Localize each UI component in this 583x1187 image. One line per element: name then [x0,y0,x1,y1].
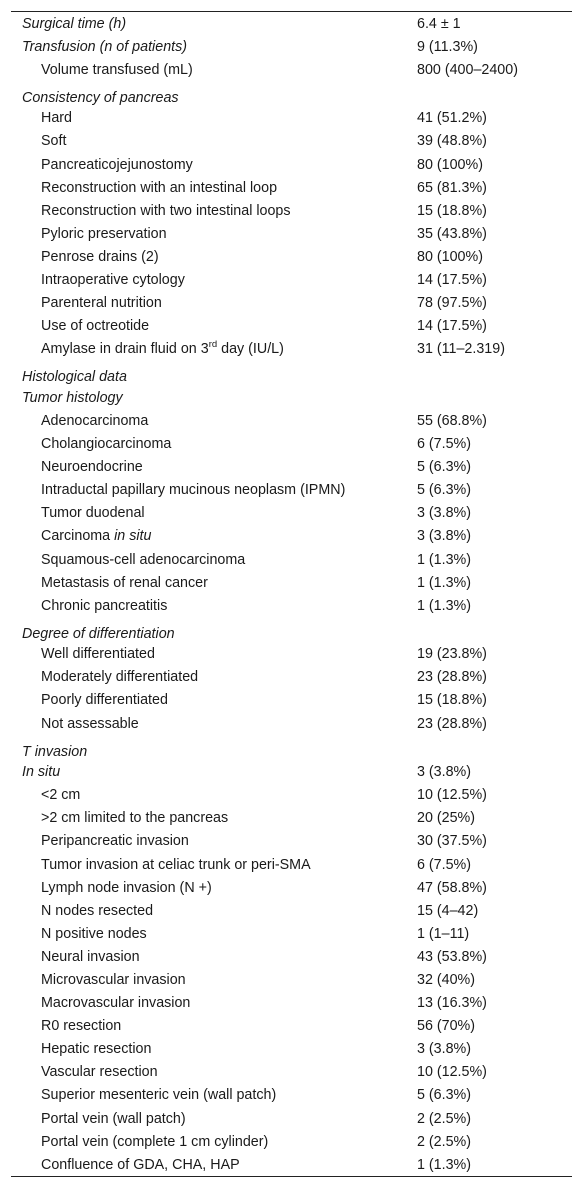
row-value: 2 (2.5%) [417,1110,472,1127]
data-table [11,11,572,1177]
row-value: 3 (3.8%) [417,764,472,781]
table-row [11,922,572,945]
row-label: Volume transfused (mL) [41,61,193,78]
table-row [11,853,572,876]
row-value: 3 (3.8%) [417,1041,472,1058]
row-label: >2 cm limited to the pancreas [41,810,229,827]
table-row [11,338,572,361]
table-row [11,968,572,991]
row-label: Tumor duodenal [41,505,145,522]
table-row [11,199,572,222]
row-label: Hard [41,110,72,127]
row-value: 3 (3.8%) [417,505,472,522]
row-label: Neural invasion [41,948,140,965]
table-row [11,876,572,899]
table-row [11,1084,572,1107]
row-value: 65 (81.3%) [417,179,487,196]
row-value: 80 (100%) [417,248,483,265]
table-row [11,245,572,268]
row-label: Reconstruction with two intestinal loops [41,202,291,219]
row-label: Moderately differentiated [41,669,199,686]
row-value: 41 (51.2%) [417,110,487,127]
row-value: 15 (18.8%) [417,692,487,709]
table-row [11,666,572,689]
row-value: 15 (18.8%) [417,202,487,219]
row-value: 47 (58.8%) [417,879,487,896]
row-label: T invasion [22,743,88,760]
row-label: Tumor invasion at celiac trunk or peri-SMA [41,856,311,873]
table-row [11,479,572,502]
row-label: Soft [41,133,67,150]
row-label: Vascular resection [41,1064,158,1081]
row-label: Lymph node invasion (N +) [41,879,212,896]
row-label: Use of octreotide [41,318,150,335]
table-row [11,130,572,153]
table-row [11,1107,572,1130]
row-value: 78 (97.5%) [417,295,487,312]
row-value: 1 (1–11) [417,925,470,942]
row-value: 5 (6.3%) [417,1087,472,1104]
table-row [11,571,572,594]
table-row [11,830,572,853]
row-label: Superior mesenteric vein (wall patch) [41,1087,277,1104]
table-row [11,222,572,245]
row-label: <2 cm [41,787,81,804]
table-row [11,153,572,176]
row-label: Pancreaticojejunostomy [41,156,193,173]
table-row [11,456,572,479]
row-value: 1 (1.3%) [417,1156,472,1173]
table-row [11,735,572,761]
row-value: 80 (100%) [417,156,483,173]
table-row [11,292,572,315]
row-label: Intraductal papillary mucinous neoplasm (IPMN) [41,482,346,499]
row-label: Surgical time (h) [22,15,127,32]
table-row [11,361,572,387]
row-value: 2 (2.5%) [417,1133,472,1150]
row-value: 6.4 ± 1 [417,15,461,32]
row-value: 13 (16.3%) [417,995,487,1012]
table-row [11,761,572,784]
table-row [11,1061,572,1084]
table-row [11,712,572,735]
row-label: Not assessable [41,715,139,732]
row-value: 1 (1.3%) [417,551,472,568]
row-value: 56 (70%) [417,1018,476,1035]
row-value: 20 (25%) [417,810,476,827]
row-label: Parenteral nutrition [41,295,162,312]
table-row [11,1130,572,1153]
table-row [11,689,572,712]
row-label: Neuroendocrine [41,459,143,476]
row-label: In situ [22,764,61,781]
row-label: Hepatic resection [41,1041,152,1058]
row-value: 32 (40%) [417,972,476,989]
table-row [11,176,572,199]
row-value: 6 (7.5%) [417,436,472,453]
row-value: 19 (23.8%) [417,646,487,663]
row-label: N nodes resected [41,902,154,919]
row-label: Squamous-cell adenocarcinoma [41,551,246,568]
table-row [11,502,572,525]
row-label: Degree of differentiation [22,625,175,642]
row-label: Well differentiated [41,646,155,663]
table-row [11,899,572,922]
row-label: Adenocarcinoma [41,412,149,429]
row-value: 55 (68.8%) [417,412,487,429]
table-row [11,315,572,338]
row-label: Pyloric preservation [41,225,167,242]
row-label: Microvascular invasion [41,972,186,989]
table-row [11,807,572,830]
table-row [11,1015,572,1038]
table-row [11,81,572,107]
row-value: 800 (400–2400) [417,61,518,78]
row-label: Intraoperative cytology [41,271,185,288]
row-value: 1 (1.3%) [417,597,472,614]
row-label: Tumor histology [22,389,123,406]
table-row [11,107,572,130]
table-row [11,784,572,807]
row-value: 14 (17.5%) [417,271,487,288]
row-label: Portal vein (wall patch) [41,1110,186,1127]
row-label: Penrose drains (2) [41,248,159,265]
table-row [11,433,572,456]
row-value: 6 (7.5%) [417,856,472,873]
row-label: Macrovascular invasion [41,995,191,1012]
row-value: 23 (28.8%) [417,669,487,686]
table-row [11,409,572,432]
table-row [11,525,572,548]
row-label: Peripancreatic invasion [41,833,189,850]
row-label: Reconstruction with an intestinal loop [41,179,278,196]
row-value: 3 (3.8%) [417,528,472,545]
row-value: 1 (1.3%) [417,574,472,591]
table-row [11,992,572,1015]
table-row [11,594,572,617]
row-label: Metastasis of renal cancer [41,574,208,591]
table-row [11,1153,572,1176]
row-label: Poorly differentiated [41,692,168,709]
row-label: N positive nodes [41,925,147,942]
table-row [11,58,572,81]
row-label: Chronic pancreatitis [41,597,168,614]
row-value: 5 (6.3%) [417,482,472,499]
row-label: Amylase in drain fluid on 3rd day (IU/L) [41,338,284,358]
table-row [11,386,572,409]
row-label: Portal vein (complete 1 cm cylinder) [41,1133,269,1150]
row-value: 9 (11.3%) [417,38,478,55]
row-value: 10 (12.5%) [417,1064,487,1081]
row-value: 23 (28.8%) [417,715,487,732]
row-label: Histological data [22,369,127,386]
table-row [11,35,572,58]
row-label: Transfusion (n of patients) [22,38,188,55]
row-label: Carcinoma in situ [41,528,152,545]
table-row [11,617,572,643]
row-value: 43 (53.8%) [417,948,487,965]
row-value: 30 (37.5%) [417,833,487,850]
row-label: Confluence of GDA, CHA, HAP [41,1156,240,1173]
row-label: Cholangiocarcinoma [41,436,172,453]
row-value: 14 (17.5%) [417,318,487,335]
table-row [11,268,572,291]
row-value: 10 (12.5%) [417,787,487,804]
table-row [11,945,572,968]
row-value: 39 (48.8%) [417,133,487,150]
table-row [11,12,572,35]
row-value: 35 (43.8%) [417,225,487,242]
table-row [11,548,572,571]
row-label: R0 resection [41,1018,122,1035]
row-label: Consistency of pancreas [22,89,179,106]
table-row [11,643,572,666]
row-value: 15 (4–42) [417,902,479,919]
row-value: 31 (11–2.319) [417,341,505,358]
row-value: 5 (6.3%) [417,459,472,476]
table-row [11,1038,572,1061]
